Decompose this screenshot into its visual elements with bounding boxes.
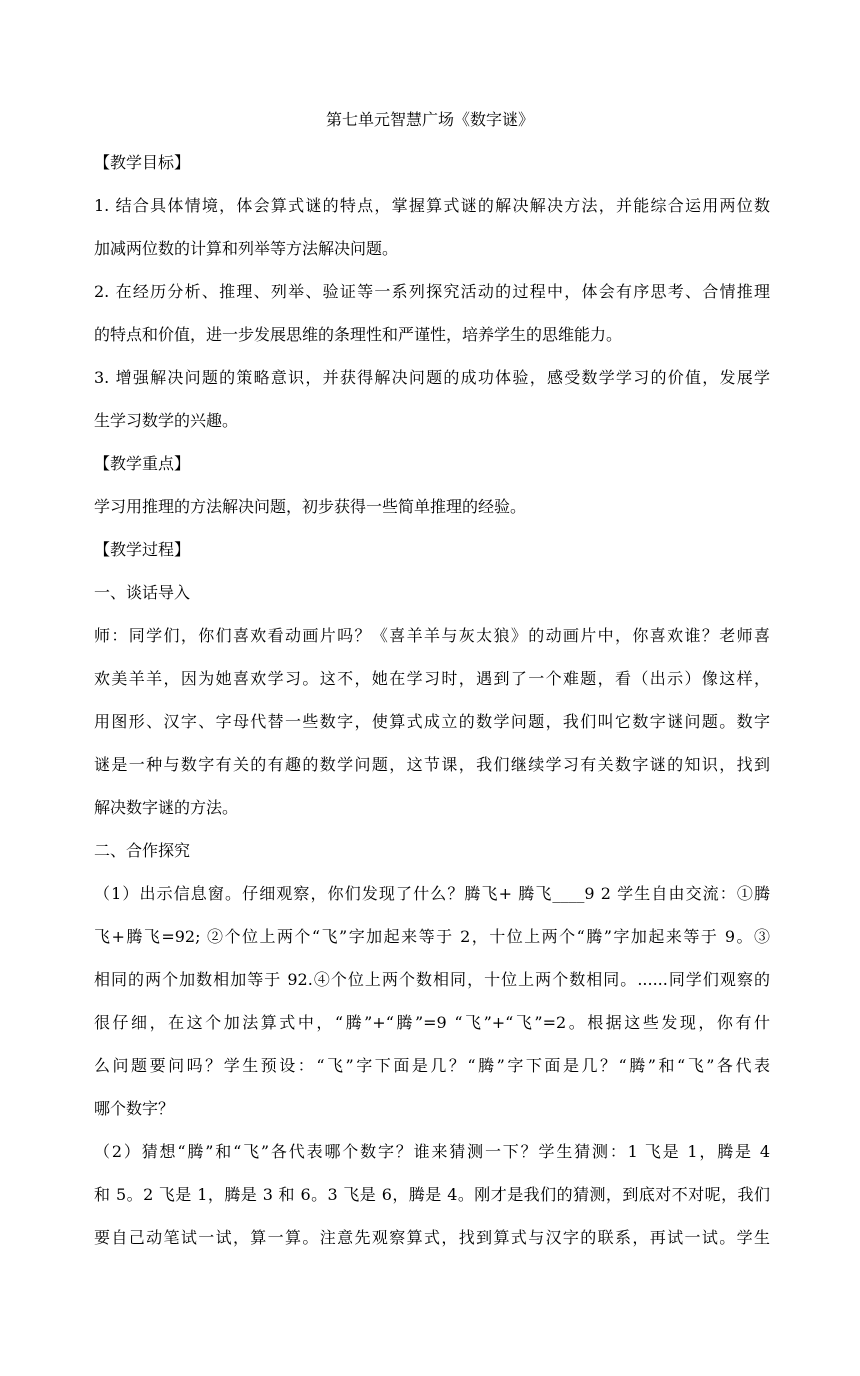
introduction-line-1: 师：同学们，你们喜欢看动画片吗？《喜羊羊与灰太狼》的动画片中，你喜欢谁？老师喜 xyxy=(94,626,770,645)
inquiry-step-2-line-1: （2）猜想“腾”和“飞”各代表哪个数字？谁来猜测一下？学生猜测：1 飞是 1，腾是 4 xyxy=(94,1142,770,1161)
objective-2-line-1: 2. 在经历分析、推理、列举、验证等一系列探究活动的过程中，体会有序思考、合情推理 xyxy=(94,282,770,301)
section-heading-objectives: 【教学目标】 xyxy=(94,153,191,172)
key-points-text: 学习用推理的方法解决问题，初步获得一些简单推理的经验。 xyxy=(94,497,527,516)
subheading-cooperative-inquiry: 二、合作探究 xyxy=(94,841,191,860)
inquiry-step-1-line-2: 飞+腾飞=92; ②个位上两个“飞”字加起来等于 2，十位上两个“腾”字加起来等于 9。③ xyxy=(94,927,770,946)
objective-2-line-2: 的特点和价值，进一步发展思维的条理性和严谨性，培养学生的思维能力。 xyxy=(94,325,623,344)
objective-3-line-2: 生学习数学的兴趣。 xyxy=(94,411,239,430)
inquiry-step-2-line-2: 和 5。2 飞是 1，腾是 3 和 6。3 飞是 6，腾是 4。刚才是我们的猜测，到底对不对呢，我们 xyxy=(94,1185,770,1204)
inquiry-step-1-line-5: 么问题要问吗？学生预设：“飞”字下面是几？“腾”字下面是几？“腾”和“飞”各代表 xyxy=(94,1056,770,1075)
subheading-introduction: 一、谈话导入 xyxy=(94,583,191,602)
document-title: 第七单元智慧广场《数字谜》 xyxy=(325,110,534,129)
inquiry-step-1-line-4: 很仔细，在这个加法算式中，“腾”+“腾”=9 “飞”+“飞”=2。根据这些发现，你有什 xyxy=(94,1013,770,1032)
section-heading-key-points: 【教学重点】 xyxy=(94,454,191,473)
inquiry-step-2-line-3: 要自己动笔试一试，算一算。注意先观察算式，找到算式与汉字的联系，再试一试。学生 xyxy=(94,1228,770,1247)
section-heading-process: 【教学过程】 xyxy=(94,540,191,559)
introduction-line-3: 用图形、汉字、字母代替一些数字，使算式成立的数学问题，我们叫它数字谜问题。数字 xyxy=(94,712,770,731)
introduction-line-4: 谜是一种与数字有关的有趣的数学问题，这节课，我们继续学习有关数字谜的知识，找到 xyxy=(94,755,770,774)
introduction-line-5: 解决数字谜的方法。 xyxy=(94,798,239,817)
objective-1-line-1: 1. 结合具体情境，体会算式谜的特点，掌握算式谜的解决解决方法，并能综合运用两位数 xyxy=(94,196,770,215)
objective-1-line-2: 加减两位数的计算和列举等方法解决问题。 xyxy=(94,239,399,258)
introduction-line-2: 欢美羊羊，因为她喜欢学习。这不，她在学习时，遇到了一个难题，看（出示）像这样， xyxy=(94,669,770,688)
inquiry-step-1-line-1: （1）出示信息窗。仔细观察，你们发现了什么？腾飞+ 腾飞____9 2 学生自由交流：①腾 xyxy=(94,884,770,903)
objective-3-line-1: 3. 增强解决问题的策略意识，并获得解决问题的成功体验，感受数学学习的价值，发展学 xyxy=(94,368,770,387)
inquiry-step-1-line-3: 相同的两个加数相加等于 92.④个位上两个数相同，十位上两个数相同。......同学们观察的 xyxy=(94,970,770,989)
inquiry-step-1-line-6: 哪个数字？ xyxy=(94,1099,175,1118)
